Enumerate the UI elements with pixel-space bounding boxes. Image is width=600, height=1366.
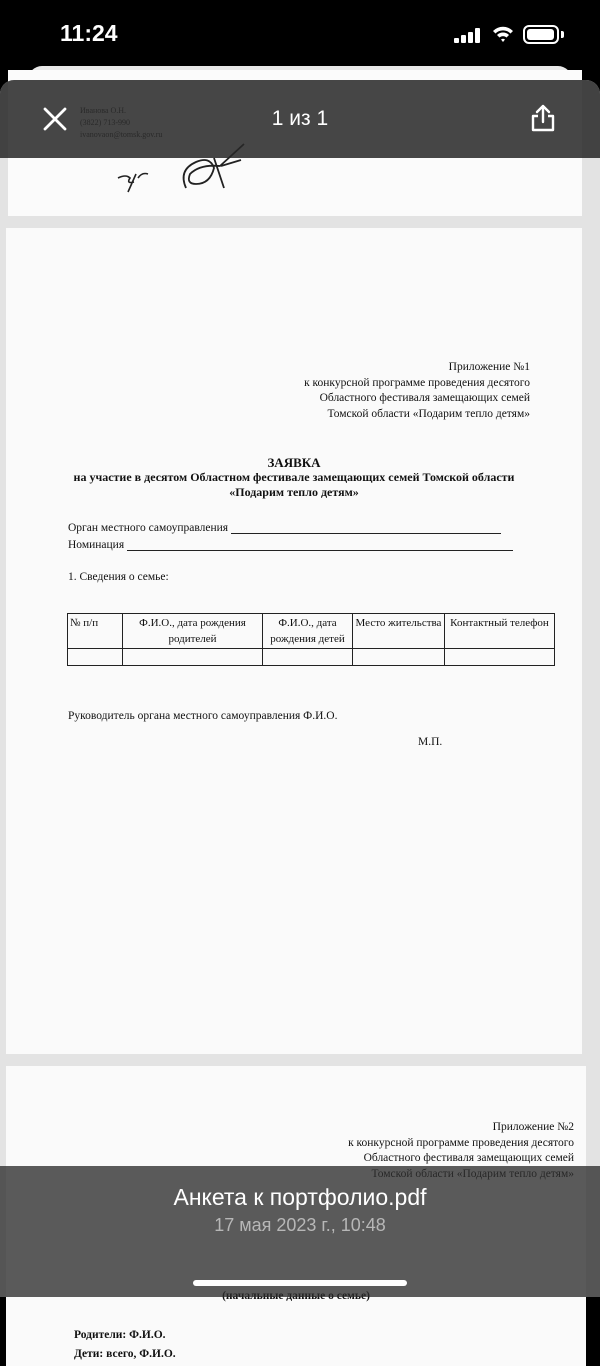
appendix-line: к конкурсной программе проведения десятого [348,1136,574,1149]
children-line: Дети: всего, Ф.И.О. [74,1348,176,1360]
file-name: Анкета к портфолио.pdf [173,1184,427,1210]
parents-line: Родители: Ф.И.О. [74,1329,166,1341]
table-header-row [68,614,555,649]
table-header-cell: Место жительства [353,614,445,649]
org-field [68,522,501,534]
appendix-line: Томской области «Подарим тепло детям» [327,407,530,420]
pdf-page [6,228,582,1054]
page-counter: 1 из 1 [271,107,329,130]
document-subtitle: «Подарим тепло детям» [229,485,359,499]
document-subtitle: на участие в десятом Областном фестивале замещающих семей Томской области [73,470,515,484]
status-time: 11:24 [60,20,118,46]
appendix-line: Областного фестиваля замещающих семей [319,392,530,404]
viewer-top-bar [0,80,600,158]
appendix-block [304,360,530,422]
section-heading: 1. Сведения о семье: [68,571,169,583]
table-header-cell: Контактный телефон [445,614,555,649]
appendix-label: Приложение №2 [492,1121,574,1133]
table-header-cell: Ф.И.О., дата рождения родителей [123,614,263,649]
pdf-viewer[interactable] [0,80,600,1360]
table-header-cell: Ф.И.О., дата рождения детей [263,614,353,649]
appendix-label: Приложение №1 [448,361,530,373]
table-header-cell: № п/п [68,614,123,649]
family-data-lines [74,1326,176,1364]
org-field-label: Орган местного самоуправления [68,522,229,534]
wifi-icon [491,24,515,44]
family-table [67,613,555,666]
nomination-field-label: Номинация [68,539,125,551]
nomination-field [68,539,513,551]
cellular-signal-icon [454,28,482,43]
appendix-line: к конкурсной программе проведения десятого [304,376,530,389]
appendix-line: Областного фестиваля замещающих семей [363,1152,574,1164]
table-row [68,649,555,666]
share-icon[interactable] [527,102,559,134]
document-title: ЗАЯВКА [267,455,321,470]
viewer-bottom-bar [0,1166,600,1297]
battery-icon [523,25,559,44]
home-indicator[interactable] [193,1280,407,1286]
file-date: 17 мая 2023 г., 10:48 [214,1215,386,1235]
head-signature-line: Руководитель органа местного самоуправления Ф.И.О. [68,710,338,722]
status-bar [0,0,600,66]
stamp-label: М.П. [418,736,443,748]
